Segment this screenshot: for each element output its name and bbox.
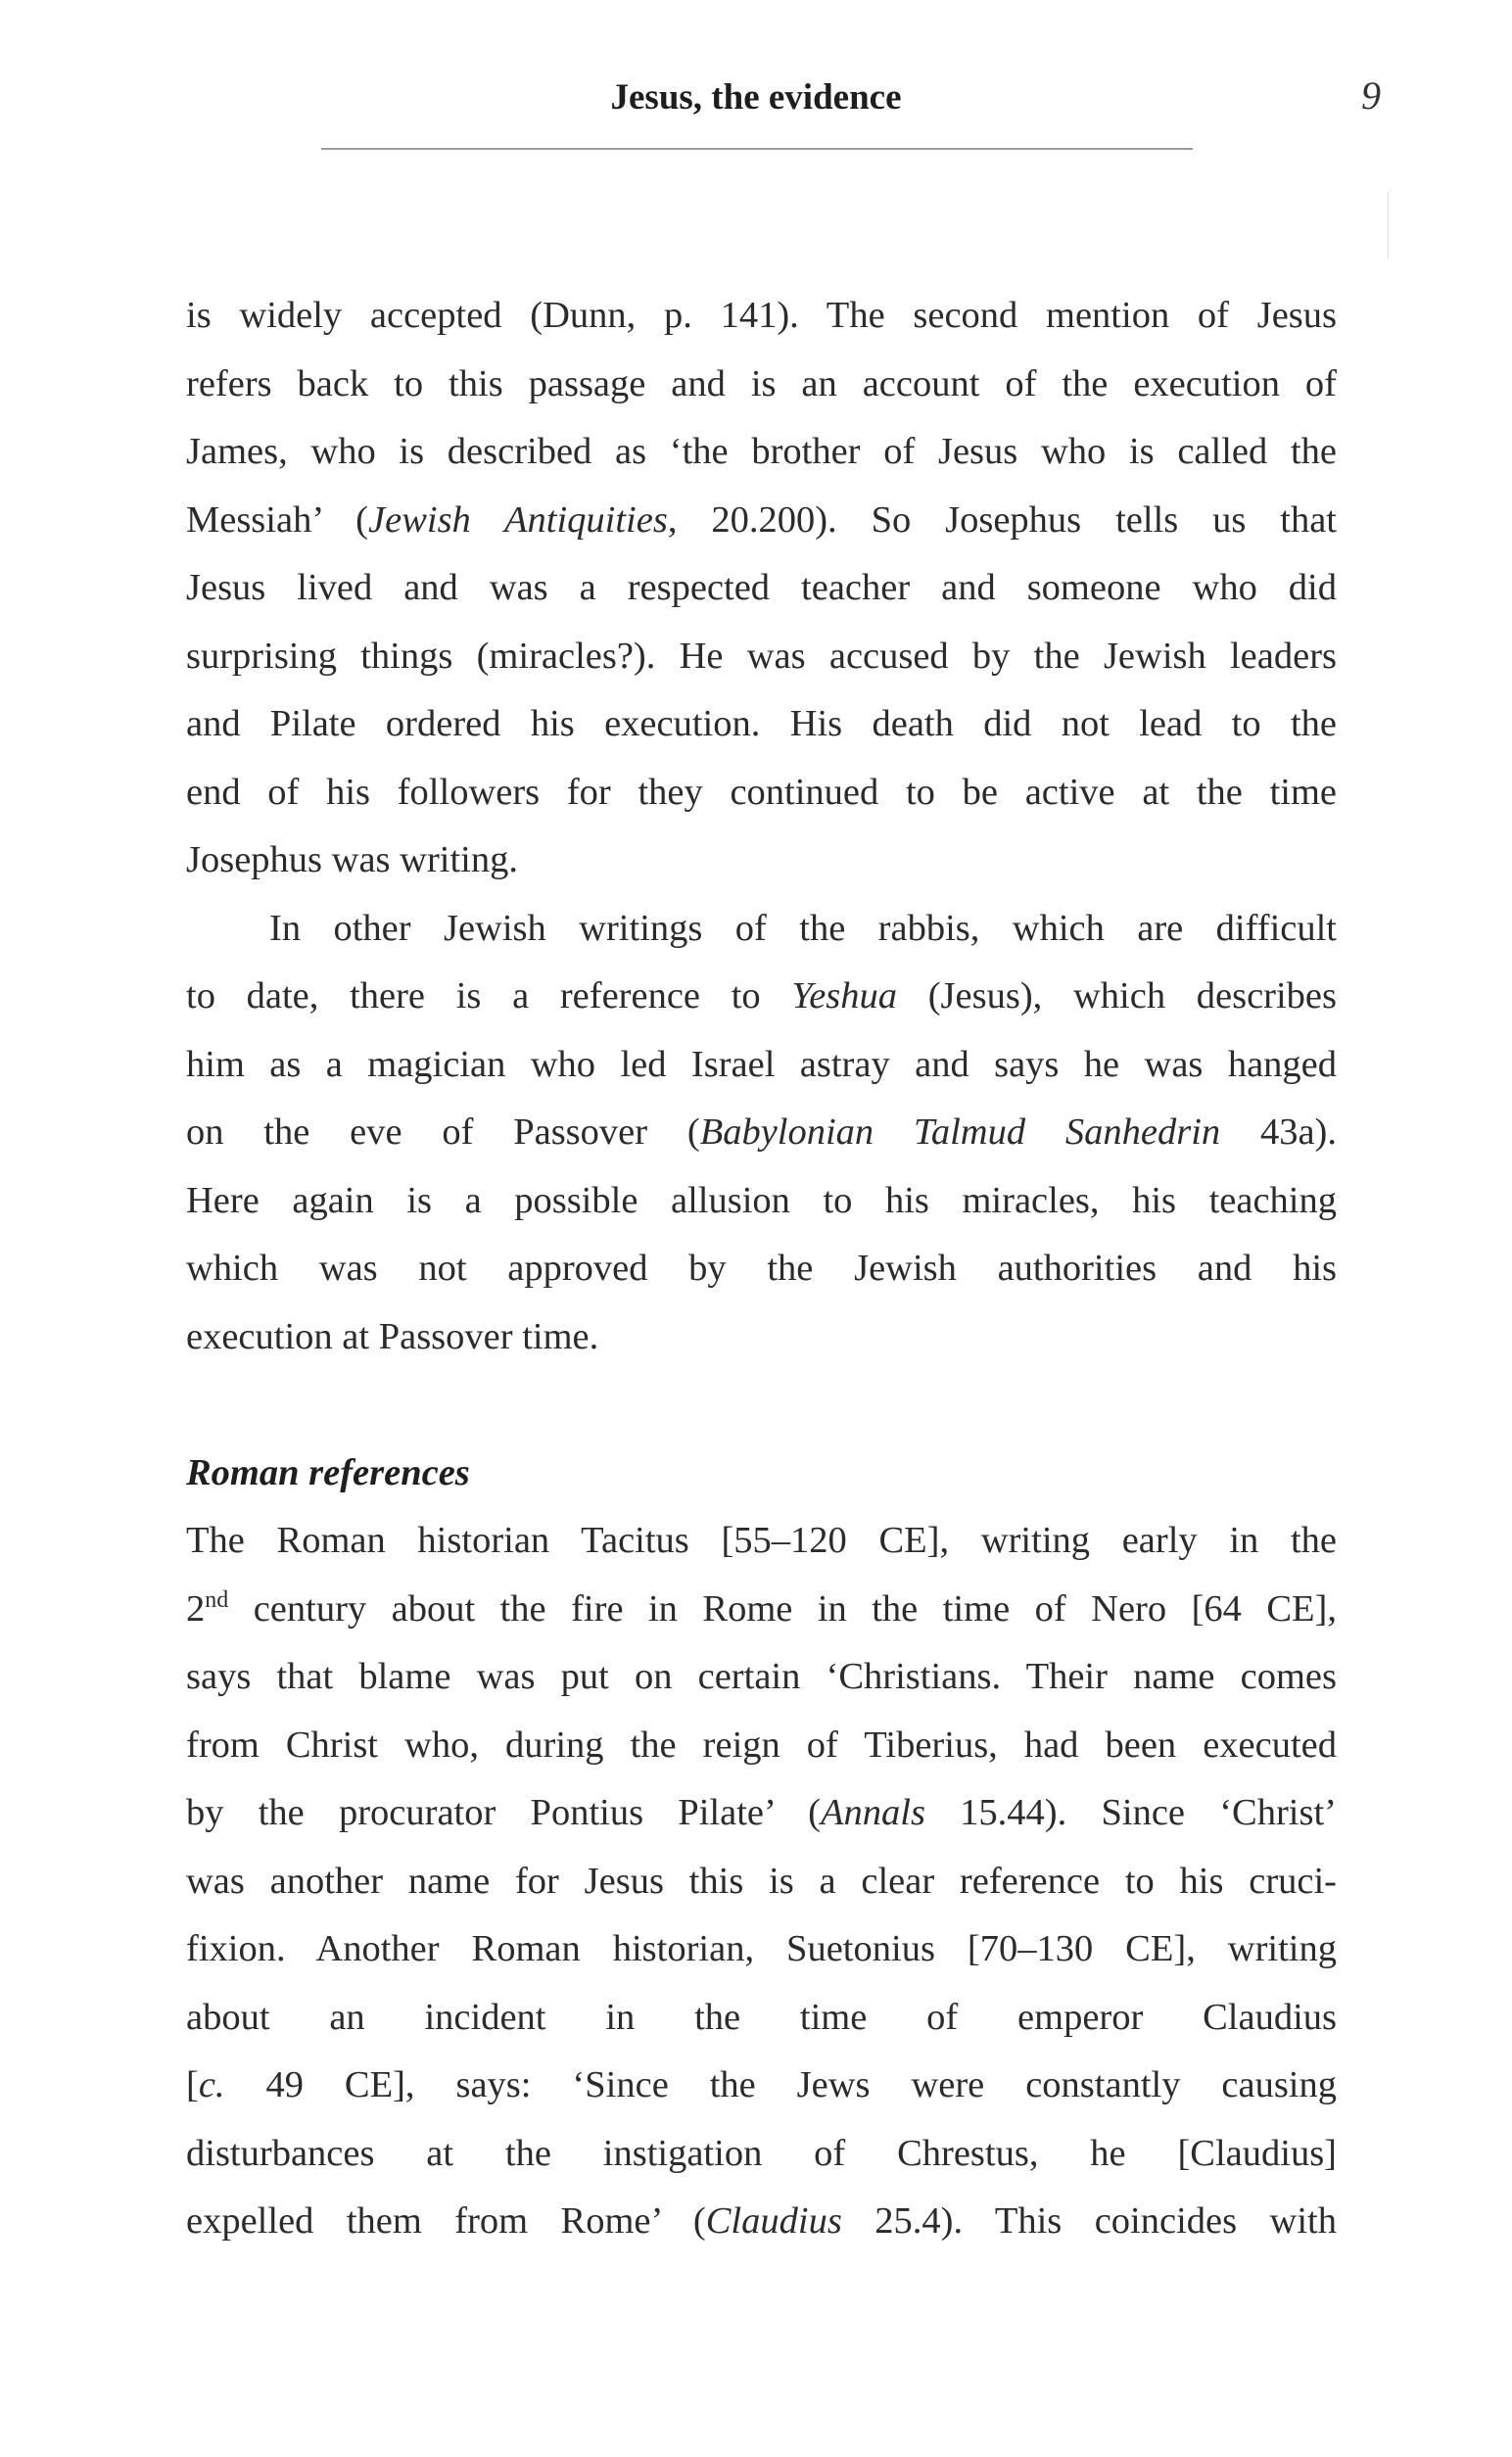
- text-line: to date, there is a reference to Yeshua (Jesus), which describes: [186, 975, 1338, 1016]
- text-line: Josephus was writing.: [186, 839, 518, 880]
- text-line: James, who is described as ‘the brother of Jesus who is called the: [186, 431, 1337, 472]
- text-line: says that blame was put on certain ‘Christians. Their name comes: [186, 1656, 1337, 1697]
- text-line: from Christ who, during the reign of Tiberius, had been executed: [186, 1724, 1337, 1766]
- section-heading: Roman references: [186, 1451, 470, 1493]
- text-line: The Roman historian Tacitus [55–120 CE], writing early in the: [186, 1520, 1337, 1561]
- body-text: [186, 282, 1337, 2256]
- header-rule: [321, 148, 1193, 150]
- text-line: about an incident in the time of emperor Claudius: [186, 1996, 1337, 2038]
- text-line: disturbances at the instigation of Chrestus, he [Claudius]: [186, 2132, 1337, 2174]
- text-line: Messiah’ (Jewish Antiquities, 20.200). So Josephus tells us that: [186, 498, 1337, 541]
- text-line: end of his followers for they continued to be active at the time: [186, 771, 1337, 813]
- text-line: on the eve of Passover (Babylonian Talmud Sanhedrin 43a).: [186, 1111, 1337, 1153]
- text-line: execution at Passover time.: [186, 1315, 599, 1357]
- text-line: is widely accepted (Dunn, p. 141). The second mention of Jesus: [186, 295, 1337, 336]
- text-line: In other Jewish writings of the rabbis, which are difficult: [269, 907, 1337, 949]
- text-line: surprising things (miracles?). He was accused by the Jewish leaders: [186, 635, 1337, 677]
- text-line: was another name for Jesus this is a clear reference to his cruci-: [186, 1860, 1337, 1902]
- text-line: fixion. Another Roman historian, Suetonius [70–130 CE], writing: [186, 1928, 1337, 1969]
- text-line: Here again is a possible allusion to his miracles, his teaching: [186, 1179, 1337, 1221]
- text-line: refers back to this passage and is an account of the execution of: [186, 362, 1337, 404]
- text-line: Jesus lived and was a respected teacher and someone who did: [186, 567, 1337, 608]
- scan-mark: [1388, 191, 1389, 260]
- text-line: [c. 49 CE], says: ‘Since the Jews were constantly causing: [186, 2064, 1337, 2105]
- text-line: 2nd century about the fire in Rome in the time of Nero [64 CE],: [186, 1586, 1337, 1630]
- text-line: him as a magician who led Israel astray and says he was hanged: [186, 1043, 1337, 1085]
- text-line: and Pilate ordered his execution. His death did not lead to the: [186, 703, 1337, 744]
- section-gap: [186, 1371, 1337, 1440]
- text-line: expelled them from Rome’ (Claudius 25.4). This coincides with: [186, 2200, 1337, 2242]
- text-line: which was not approved by the Jewish authorities and his: [186, 1248, 1337, 1289]
- running-head: Jesus, the evidence: [610, 77, 902, 118]
- text-line: by the procurator Pontius Pilate’ (Annals 15.44). Since ‘Christ’: [186, 1792, 1337, 1833]
- page-number: 9: [1361, 73, 1381, 118]
